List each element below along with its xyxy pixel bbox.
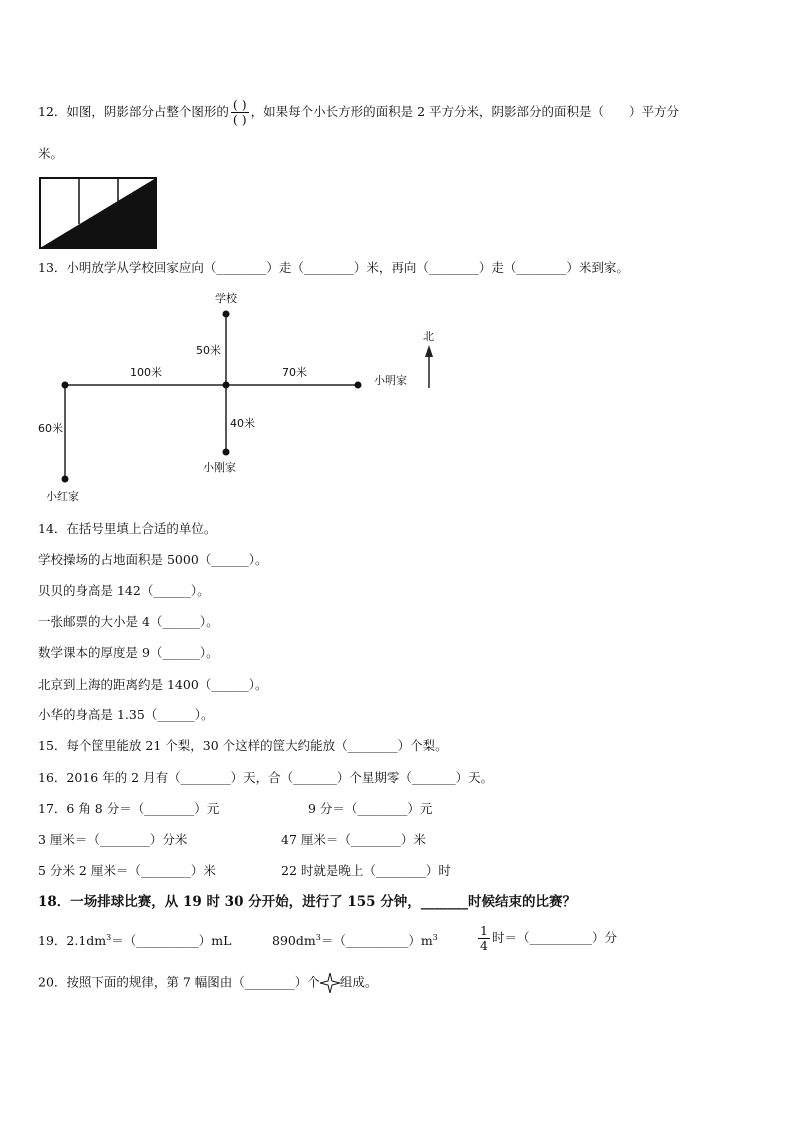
q19-part3 xyxy=(476,920,617,956)
q15-question: 15．每个筐里能放 21 个梨，30 个这样的筐大约能放（________）个梨。 xyxy=(38,738,448,753)
q13-dot-xiaoming xyxy=(355,382,362,389)
q19-part1-b: ＝（__________）mL xyxy=(111,933,232,949)
q14-item: 贝贝的身高是 142（______）。 xyxy=(38,583,210,598)
q13-dot-center xyxy=(223,382,230,389)
q14-title: 14．在括号里填上合适的单位。 xyxy=(38,521,217,536)
q17-item: 9 分＝（________）元 xyxy=(308,801,433,816)
q12-line2: 米。 xyxy=(38,146,64,161)
q17-item: 47 厘米＝（________）米 xyxy=(281,832,426,847)
q19-part1 xyxy=(38,930,231,949)
q19-part3-text: 时＝（__________）分 xyxy=(491,930,617,945)
q14-item: 小华的身高是 1.35（______）。 xyxy=(38,707,214,722)
q19-exp: 3 xyxy=(106,933,112,942)
q13-dot-xiaohong xyxy=(62,476,69,483)
q12-fraction xyxy=(231,98,249,127)
q18-question: 18．一场排球比赛，从 19 时 30 分开始，进行了 155 分钟，_______时候结束的比赛？ xyxy=(38,894,576,910)
label-xiaohong-home: 小红家 xyxy=(46,490,79,503)
q12-frac-den: ( ) xyxy=(232,112,247,127)
q14-item: 学校操场的占地面积是 5000（______）。 xyxy=(38,552,268,567)
q14-item: 数学课本的厚度是 9（______）。 xyxy=(38,645,219,660)
label-60m: 60米 xyxy=(38,422,63,435)
q17-item: 22 时就是晚上（________）时 xyxy=(281,863,451,878)
q12-frac-num: ( ) xyxy=(232,97,247,112)
q16-question: 16．2016 年的 2 月有（________）天，合（_______）个星期零（_______）天。 xyxy=(38,770,494,785)
label-xiaoming-home: 小明家 xyxy=(374,374,407,387)
q17-item: 17．6 角 8 分＝（________）元 xyxy=(38,801,220,816)
q14-item: 一张邮票的大小是 4（______）。 xyxy=(38,614,219,629)
four-point-star-icon xyxy=(320,973,340,993)
q19-frac-den: 4 xyxy=(480,938,488,953)
q17-item: 3 厘米＝（________）分米 xyxy=(38,832,188,847)
q20-text-b: 组成。 xyxy=(339,974,378,990)
label-50m: 50米 xyxy=(196,344,221,357)
q14-item: 北京到上海的距离约是 1400（______）。 xyxy=(38,677,268,692)
q12-text-b: ，如果每个小长方形的面积是 2 平方分米，阴影部分的面积是（ ）平方分 xyxy=(250,104,680,119)
q13-dot-school xyxy=(223,311,230,318)
q13-dot-xiaogang xyxy=(223,449,230,456)
q20-text-a: 20．按照下面的规律，第 7 幅图由（________）个 xyxy=(38,974,320,990)
label-70m: 70米 xyxy=(282,366,307,379)
q20-question xyxy=(38,973,377,993)
q19-part1-a: 19．2.1dm xyxy=(38,933,107,949)
q19-part2 xyxy=(272,930,438,949)
q12-line1 xyxy=(38,98,679,127)
label-40m: 40米 xyxy=(230,417,255,430)
label-xiaogang-home: 小刚家 xyxy=(203,461,236,474)
q19-frac-num: 1 xyxy=(480,923,488,938)
label-school: 学校 xyxy=(215,292,237,305)
label-north: 北 xyxy=(423,330,434,343)
q13-dot-left xyxy=(62,382,69,389)
q19-part2-b: ＝（__________）m xyxy=(320,933,433,949)
label-100m: 100米 xyxy=(130,366,162,379)
q12-text-a: 12．如图，阴影部分占整个图形的 xyxy=(38,104,229,119)
q13-map xyxy=(0,285,794,510)
q17-item: 5 分米 2 厘米＝（________）米 xyxy=(38,863,216,878)
q19-part2-a: 890dm xyxy=(272,933,316,949)
north-arrow-icon xyxy=(425,345,433,357)
q19-fraction xyxy=(478,924,490,953)
q13-question: 13．小明放学从学校回家应向（________）走（________）米，再向（________）走（________）米到家。 xyxy=(38,260,629,275)
q19-exp: 3 xyxy=(315,933,321,942)
q19-exp: 3 xyxy=(432,933,438,942)
q12-figure xyxy=(38,176,160,250)
